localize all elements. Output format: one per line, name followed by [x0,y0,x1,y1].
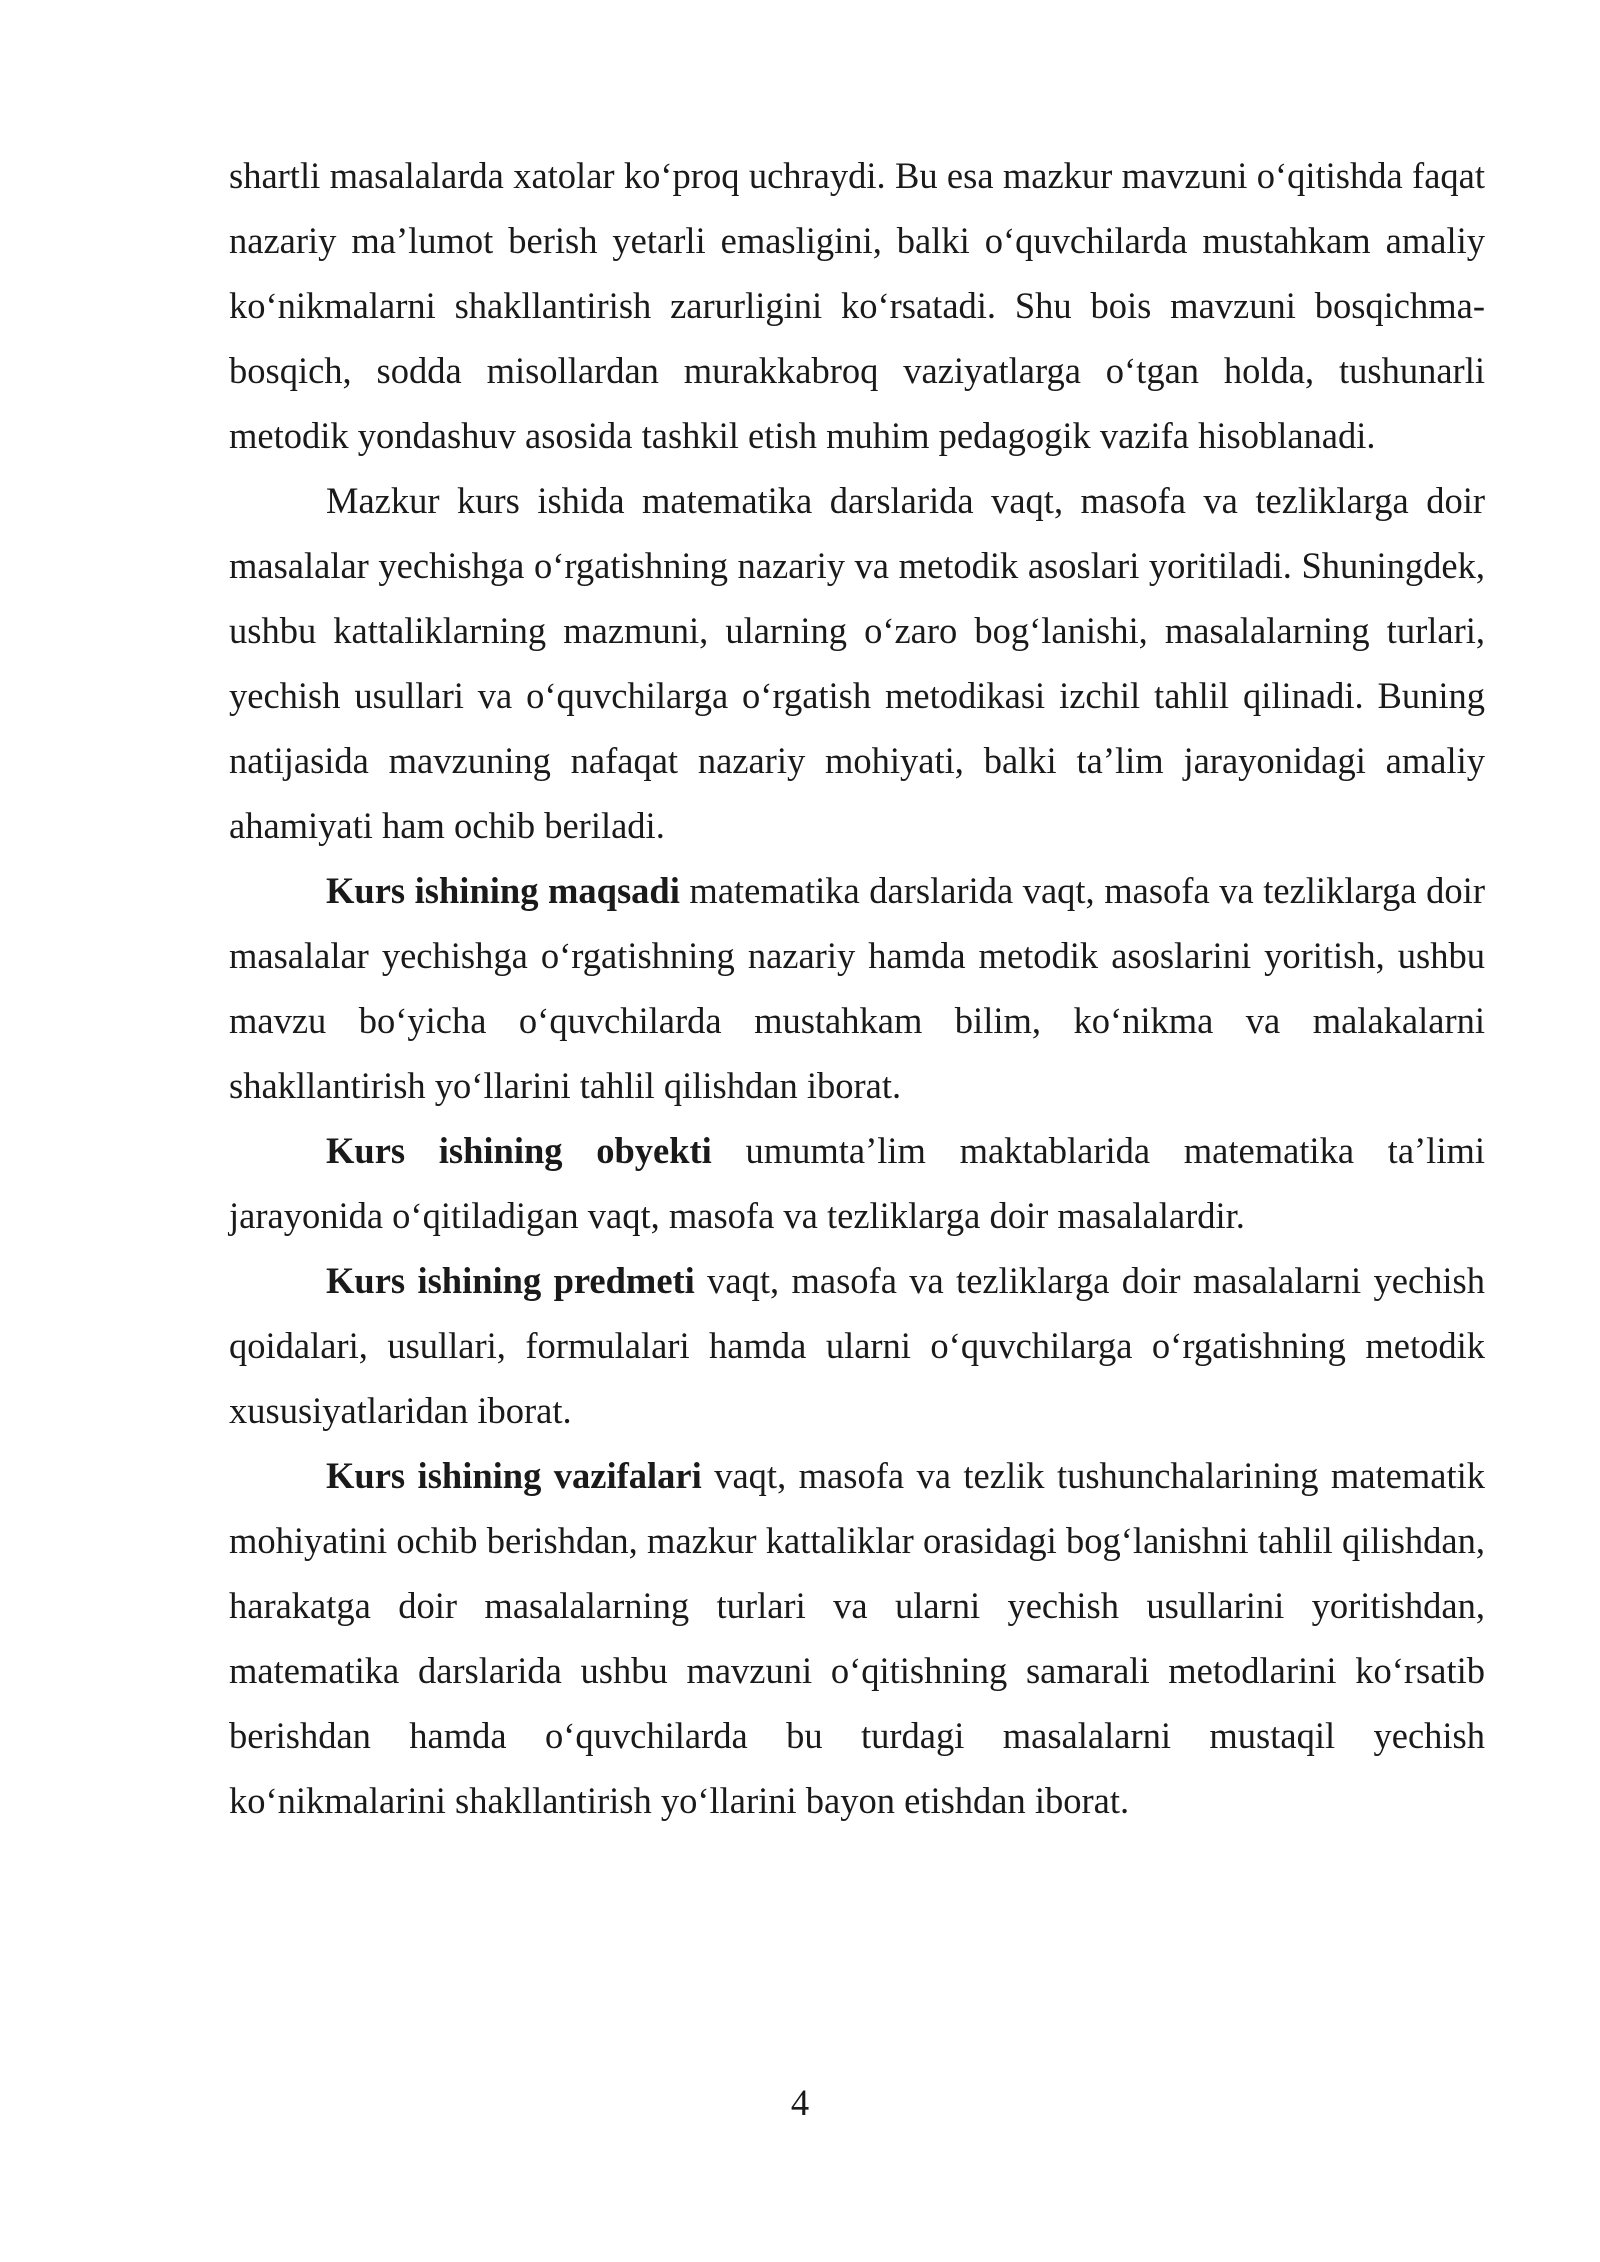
paragraph-course-object [229,1118,1485,1248]
paragraph-course-tasks [229,1443,1485,1833]
paragraph-text: Mazkur kurs ishida matematika darslarida vaqt, masofa va tezliklarga doir masalalar yechishga o‘rgatishning nazariy va metodik asoslari yoritiladi. Shuningdek, ushbu kattaliklarning mazmuni, ularning o‘zaro bog‘lanishi, masalalarning turlari, yechish usullari va o‘quvchilarga o‘rgatish metodikasi izchil tahlil qilinadi. Buning natijasida mavzuning nafaqat nazariy mohiyati, balki ta’lim jarayonidagi amaliy ahamiyati ham ochib beriladi. [229,480,1485,846]
paragraph-course-subject [229,1248,1485,1443]
paragraph-lead-term: Kurs ishining obyekti [326,1130,712,1171]
paragraph-text: vaqt, masofa va tezliklarga doir masalalarni yechish qoidalari, usullari, formulalari hamda ularni o‘quvchilarga o‘rgatishning metodik xususiyatlaridan iborat. [229,1260,1485,1431]
paragraph-continuation [229,143,1485,468]
paragraph-text: umumta’lim maktablarida matematika ta’limi jarayonida o‘qitiladigan vaqt, masofa va tezliklarga doir masalalardir. [229,1130,1485,1236]
paragraph-lead-term: Kurs ishining maqsadi [326,870,680,911]
paragraph-lead-term: Kurs ishining vazifalari [326,1455,702,1496]
page-number: 4 [790,2082,810,2123]
paragraph-text: shartli masalalarda xatolar ko‘proq uchraydi. Bu esa mazkur mavzuni o‘qitishda faqat nazariy ma’lumot berish yetarli emasligini, balki o‘quvchilarda mustahkam amaliy ko‘nikmalarni shakllantirish zarurligini ko‘rsatadi. Shu bois mavzuni bosqichma-bosqich, sodda misollardan murakkabroq vaziyatlarga o‘tgan holda, tushunarli metodik yondashuv asosida tashkil etish muhim pedagogik vazifa hisoblanadi. [229,155,1485,456]
paragraph-text: matematika darslarida vaqt, masofa va tezliklarga doir masalalar yechishga o‘rgatishning nazariy hamda metodik asoslarini yoritish, ushbu mavzu bo‘yicha o‘quvchilarda mustahkam bilim, ko‘nikma va malakalarni shakllantirish yo‘llarini tahlil qilishdan iborat. [229,870,1485,1106]
paragraph-course-goal [229,858,1485,1118]
paragraph-course-overview [229,468,1485,858]
paragraph-text: vaqt, masofa va tezlik tushunchalarining matematik mohiyatini ochib berishdan, mazkur kattaliklar orasidagi bog‘lanishni tahlil qilishdan, harakatga doir masalalarning turlari va ularni yechish usullarini yoritishdan, matematika darslarida ushbu mavzuni o‘qitishning samarali metodlarini ko‘rsatib berishdan hamda o‘quvchilarda bu turdagi masalalarni mustaqil yechish ko‘nikmalarini shakllantirish yo‘llarini bayon etishdan iborat. [229,1455,1485,1821]
body-text [229,143,1485,1833]
paragraph-lead-term: Kurs ishining predmeti [326,1260,695,1301]
